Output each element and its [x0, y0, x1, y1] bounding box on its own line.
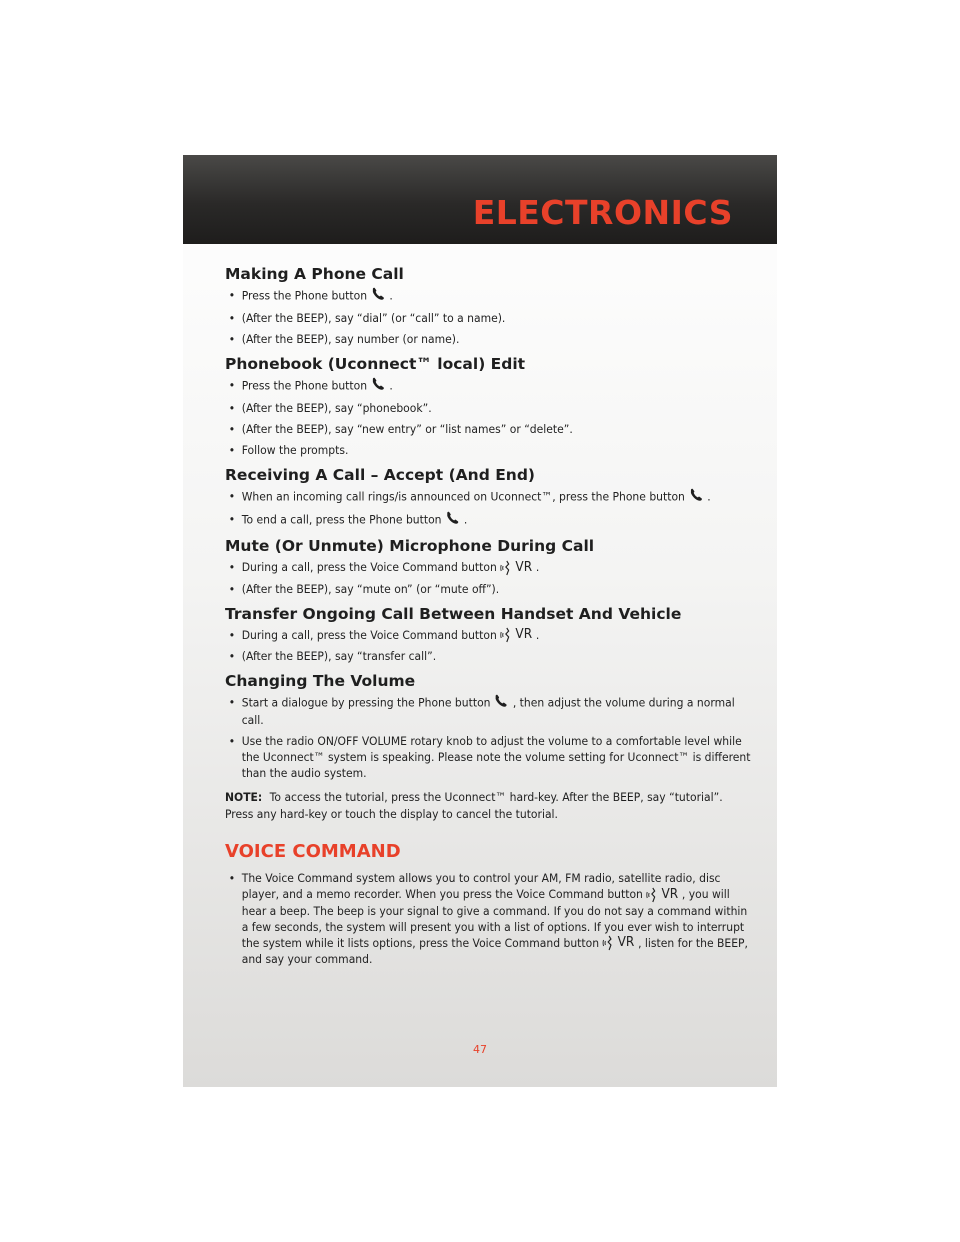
bullet-list: [225, 287, 745, 347]
voice-command-title: VOICE COMMAND: [225, 841, 401, 862]
page-header: [183, 155, 777, 244]
page-number: 47: [473, 1043, 487, 1056]
section-heading: Making A Phone Call: [225, 265, 404, 283]
list-item: • Press the Phone button .: [225, 287, 751, 305]
section-heading: Mute (Or Unmute) Microphone During Call: [225, 537, 595, 555]
list-item: • When an incoming call rings/is announced on Uconnect™, press the Phone button .: [225, 488, 751, 506]
phone-icon: [371, 287, 386, 305]
manual-page: [183, 155, 777, 1087]
header-title: ELECTRONICS: [472, 193, 733, 232]
section-heading: Phonebook (Uconnect™ local) Edit: [225, 355, 526, 373]
list-item: • (After the BEEP), say number (or name).: [225, 331, 751, 347]
phone-icon: [371, 377, 386, 395]
list-item: • To end a call, press the Phone button .: [225, 511, 751, 529]
note: [225, 789, 742, 823]
section-heading: Changing The Volume: [225, 672, 416, 690]
bullet-list: [225, 694, 751, 781]
page-content: [225, 265, 751, 975]
voice-command-icon: VR: [647, 887, 679, 903]
list-item: • (After the BEEP), say “new entry” or “list names” or “delete”.: [225, 421, 751, 437]
list-item: • (After the BEEP), say “dial” (or “call” to a name).: [225, 310, 751, 326]
phone-icon: [445, 511, 460, 529]
list-item: • (After the BEEP), say “phonebook”.: [225, 400, 751, 416]
bullet-list: [225, 377, 745, 458]
list-item: • Start a dialogue by pressing the Phone button , then adjust the volume during a normal call.: [225, 694, 751, 728]
voice-command-icon: VR: [501, 627, 533, 643]
bullet-list: [225, 488, 745, 529]
section-heading: Receiving A Call – Accept (And End): [225, 466, 535, 484]
phone-icon: [689, 488, 704, 506]
list-item: • (After the BEEP), say “transfer call”.: [225, 648, 751, 664]
list-item: • Use the radio ON/OFF VOLUME rotary knob to adjust the volume to a comfortable level while the Uconnect™ system is speaking. Please note the volume setting for Uconnect™ is different than the audio system.: [225, 733, 751, 781]
note-text: To access the tutorial, press the Uconnect™ hard-key. After the BEEP, say “tutorial”. Press any hard-key or touch the display to cancel the tutorial.: [225, 790, 723, 821]
note-label: NOTE:: [225, 790, 263, 804]
bullet-list: [225, 870, 748, 967]
list-item: • Follow the prompts.: [225, 442, 751, 458]
list-item: • During a call, press the Voice Command button VR .: [225, 627, 751, 644]
section-heading: Transfer Ongoing Call Between Handset And Vehicle: [225, 604, 682, 623]
bullet-list: [225, 627, 745, 665]
list-item: • During a call, press the Voice Command button VR .: [225, 559, 751, 576]
list-item: • The Voice Command system allows you to control your AM, FM radio, satellite radio, disc player, and a memo recorder. When you press the Voice Command button VR , you will hear a beep. The beep is your signal to give a command. If you do not say a command within a few seconds, the system will present you with a list of options. If you ever wish to interrupt the system while it lists options, press the Voice Command button VR , listen for the BEEP, and say your command.: [225, 870, 751, 967]
list-item: • Press the Phone button .: [225, 377, 751, 395]
bullet-list: [225, 559, 745, 597]
voice-command-icon: VR: [501, 560, 533, 576]
phone-icon: [494, 694, 509, 712]
list-item: • (After the BEEP), say “mute on” (or “mute off”).: [225, 581, 751, 597]
voice-command-icon: VR: [603, 935, 635, 951]
